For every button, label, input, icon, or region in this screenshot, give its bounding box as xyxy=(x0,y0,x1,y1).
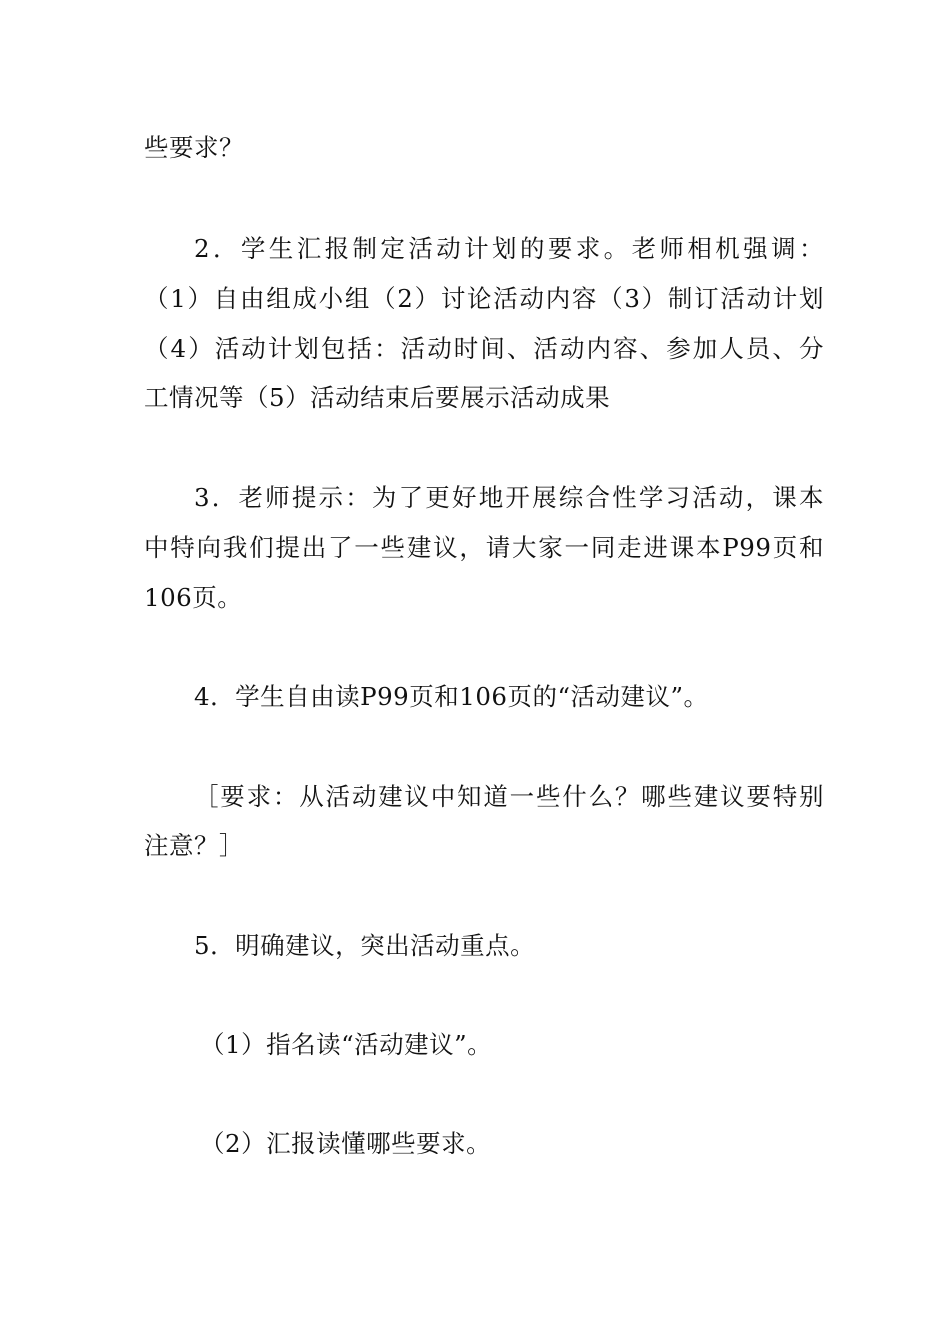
paragraph-2-line-3: （4）活动计划包括：活动时间、活动内容、参加人员、分 xyxy=(144,334,824,363)
paragraph-3-line-2: 中特向我们提出了一些建议，请大家一同走进课本P99页和 xyxy=(144,533,824,562)
requirement-line-1: ［要求：从活动建议中知道一些什么？哪些建议要特别 xyxy=(194,782,824,811)
paragraph-2-line-4: 工情况等（5）活动结束后要展示活动成果 xyxy=(144,383,611,412)
subitem-1: （1）指名读“活动建议”。 xyxy=(200,1030,493,1059)
paragraph-3-line-3: 106页。 xyxy=(144,583,243,612)
text-line-1: 些要求？ xyxy=(144,133,244,162)
paragraph-2-line-1: 2．学生汇报制定活动计划的要求。老师相机强调： xyxy=(194,234,824,263)
requirement-line-2: 注意？］ xyxy=(144,831,244,860)
paragraph-2-line-2: （1）自由组成小组（2）讨论活动内容（3）制订活动计划 xyxy=(144,284,824,313)
subitem-2: （2）汇报读懂哪些要求。 xyxy=(200,1129,492,1158)
paragraph-5-line-1: 5．明确建议，突出活动重点。 xyxy=(194,931,536,960)
paragraph-3-line-1: 3．老师提示：为了更好地开展综合性学习活动，课本 xyxy=(194,483,824,512)
paragraph-4-line-1: 4．学生自由读P99页和106页的“活动建议”。 xyxy=(194,682,709,711)
